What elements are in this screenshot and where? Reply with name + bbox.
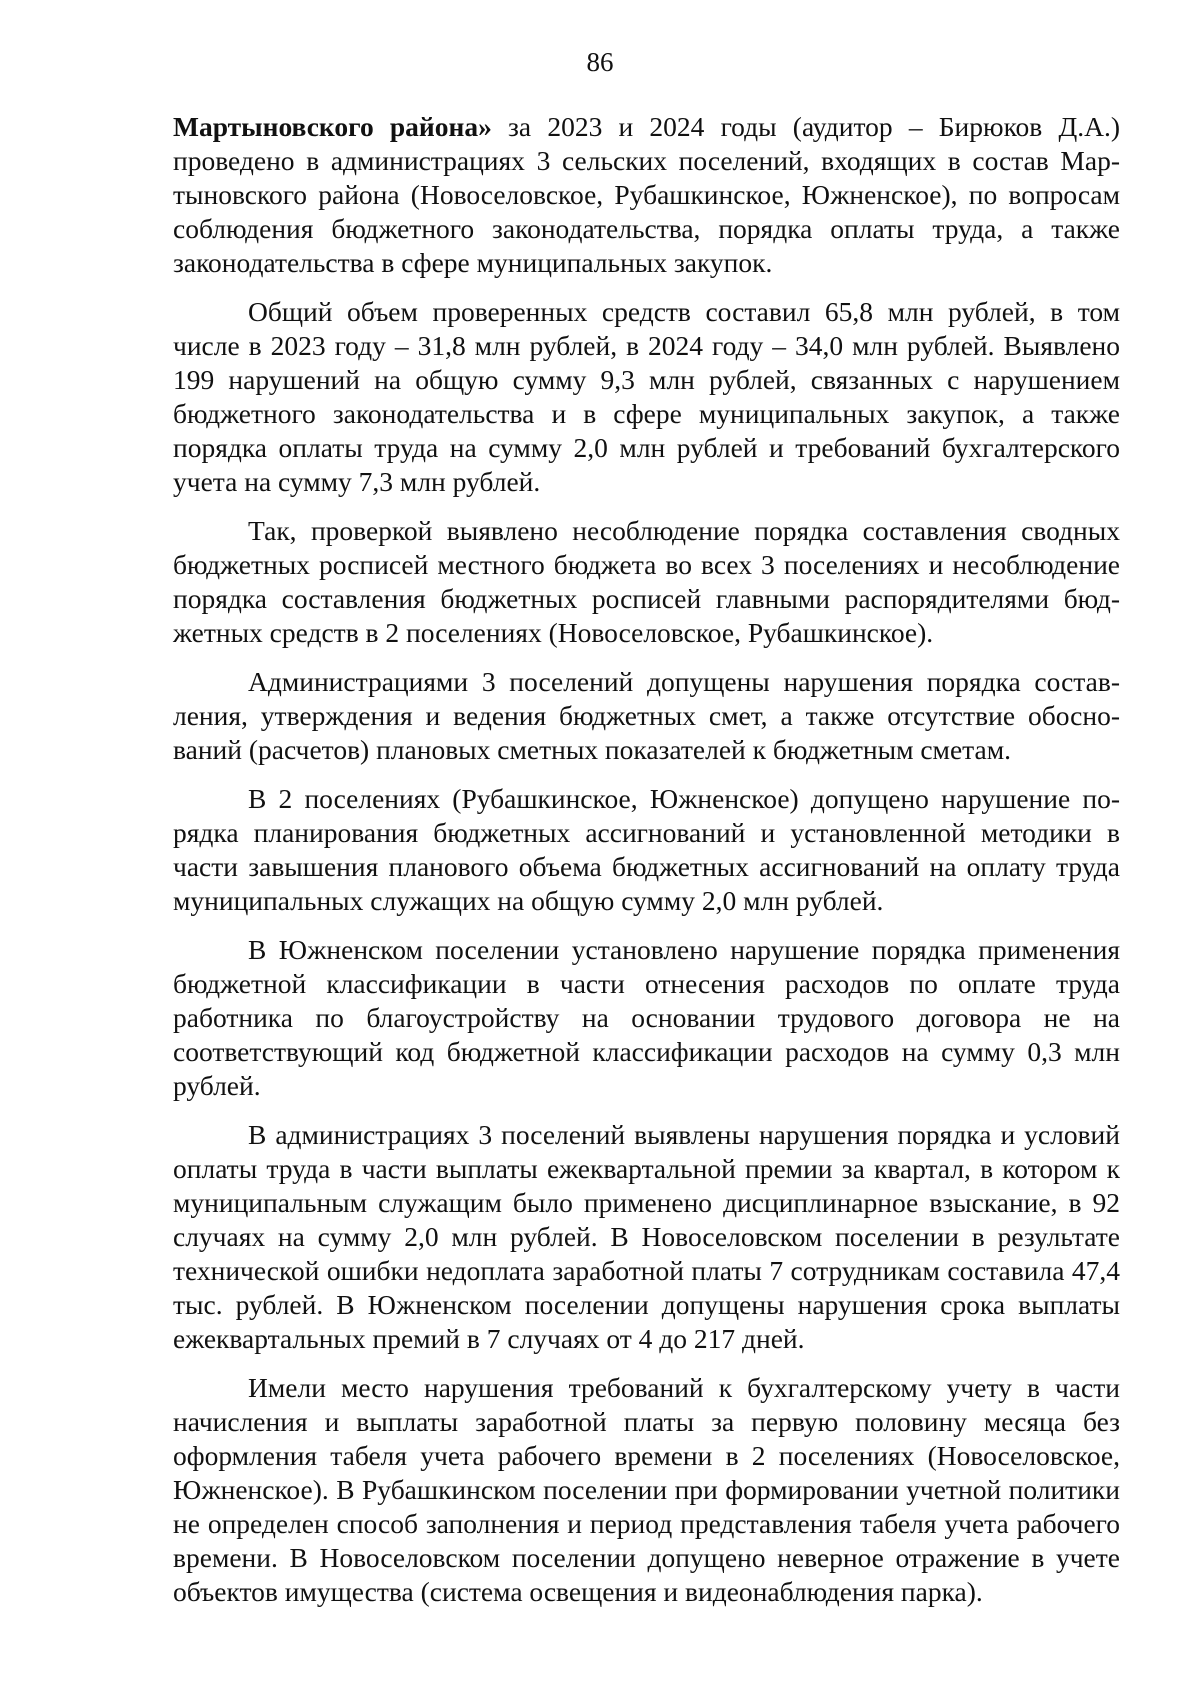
paragraph-1 — [173, 110, 1120, 280]
paragraph-4: Администрациями 3 поселений допущены нарушения порядка составления, утверждения и ведения бюджетных смет, а также отсутствие обоснований (расчетов) плановых сметных показателей к бюджетным сметам. — [173, 666, 1120, 765]
paragraph-1-text: за 2023 и 2024 годы (аудитор – Бирюков Д.А.) проведено в администрациях 3 сельских поселений, входящих в состав Мартыновского района (Новоселовское, Рубашкинское, Южненское), по вопросам соблюдения бюджетного законодательства, порядка оплаты труда, а также законодательства в сфере муниципальных закупок. — [173, 111, 1120, 278]
paragraph-2: Общий объем проверенных средств составил 65,8 млн рублей, в том числе в 2023 году – 31,8 млн рублей, в 2024 году – 34,0 млн рублей. Выявлено 199 нарушений на общую сумму 9,3 млн рублей, связанных с нарушением бюджетного законодательства и в сфере муниципальных закупок, а также порядка оплаты труда на сумму 2,0 млн рублей и требований бухгалтерского учета на сумму 7,3 млн рублей. — [173, 296, 1120, 497]
paragraph-3: Так, проверкой выявлено несоблюдение порядка составления сводных бюджетных росписей местного бюджета во всех 3 поселениях и несоблюдение порядка составления бюджетных росписей главными распорядителями бюджетных средств в 2 поселениях (Новоселовское, Рубашкинское). — [173, 515, 1120, 648]
paragraph-1-bold-lead: Мартыновского района» — [173, 111, 492, 142]
document-body — [173, 110, 1120, 1624]
paragraph-8: Имели место нарушения требований к бухгалтерскому учету в части начисления и выплаты заработной платы за первую половину месяца без оформления табеля учета рабочего времени в 2 поселениях (Новоселовское, Южненское). В Рубашкинском поселении при формировании учетной политики не определен способ заполнения и период представления табеля учета рабочего времени. В Новоселовском поселении допущено неверное отражение в учете объектов имущества (система освещения и видеонаблюдения парка). — [173, 1372, 1120, 1607]
paragraph-6: В Южненском поселении установлено нарушение порядка применения бюджетной классификации в части отнесения расходов по оплате труда работника по благоустройству на основании трудового договора не на соответствующий код бюджетной классификации расходов на сумму 0,3 млн рублей. — [173, 934, 1120, 1101]
paragraph-7: В администрациях 3 поселений выявлены нарушения порядка и условий оплаты труда в части выплаты ежеквартальной премии за квартал, в котором к муниципальным служащим было применено дисциплинарное взыскание, в 92 случаях на сумму 2,0 млн рублей. В Новоселовском поселении в результате технической ошибки недоплата заработной платы 7 сотрудникам составила 47,4 тыс. рублей. В Южненском поселении допущены нарушения срока выплаты ежеквартальных премий в 7 случаях от 4 до 217 дней. — [173, 1119, 1120, 1354]
page-number: 86 — [586, 47, 614, 77]
paragraph-5: В 2 поселениях (Рубашкинское, Южненское) допущено нарушение порядка планирования бюджетных ассигнований и установленной методики в части завышения планового объема бюджетных ассигнований на оплату труда муниципальных служащих на общую сумму 2,0 млн рублей. — [173, 783, 1120, 916]
